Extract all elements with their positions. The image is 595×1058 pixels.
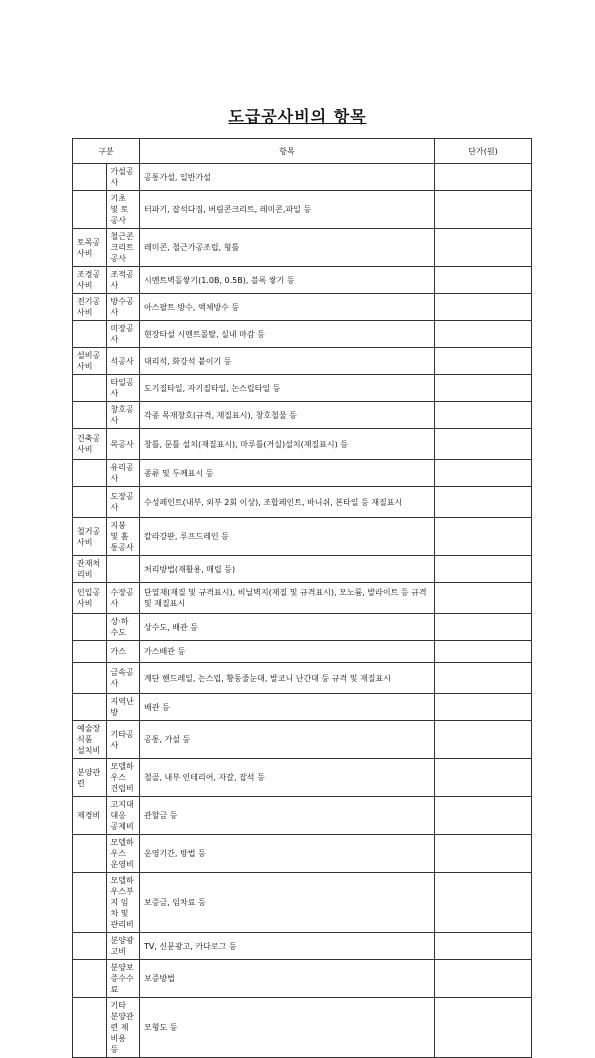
row-unit-price	[435, 375, 532, 402]
row-group: 잔재처리비	[73, 556, 107, 583]
row-item: 도기질타일, 자기질타일, 논스립타일 등	[140, 375, 435, 402]
row-subcategory: 모델하우스부지 임차 및 관리비	[106, 873, 140, 933]
row-item: TV, 신문광고, 카다로그 등	[140, 933, 435, 960]
table-row	[73, 429, 532, 460]
header-unit-price: 단가(원)	[435, 139, 532, 164]
row-subcategory: 분양보증수수료	[106, 960, 140, 998]
row-subcategory: 미장공사	[106, 321, 140, 348]
row-item: 각종 목재창호(규격, 재질표시), 창호철물 등	[140, 402, 435, 429]
row-item: 시멘트벽돌쌓기(1.0B, 0.5B), 블록 쌓기 등	[140, 267, 435, 294]
row-unit-price	[435, 402, 532, 429]
row-unit-price	[435, 294, 532, 321]
row-unit-price	[435, 835, 532, 873]
row-group	[73, 998, 107, 1058]
row-unit-price	[435, 797, 532, 835]
table-row	[73, 556, 532, 583]
row-subcategory: 도장공사	[106, 487, 140, 518]
row-group	[73, 487, 107, 518]
row-unit-price	[435, 583, 532, 614]
row-unit-price	[435, 933, 532, 960]
table-row	[73, 797, 532, 835]
cost-items-table	[72, 138, 532, 1058]
table-row	[73, 614, 532, 641]
row-item: 관할금 등	[140, 797, 435, 835]
row-group: 분양관련	[73, 759, 107, 797]
row-subcategory: 창호공사	[106, 402, 140, 429]
row-item: 터파기, 잡석다짐, 버림콘크리트, 레미콘,파일 등	[140, 191, 435, 229]
row-subcategory: 목공사	[106, 429, 140, 460]
row-group	[73, 663, 107, 694]
header-category: 구분	[73, 139, 140, 164]
row-subcategory: 기타공사	[106, 721, 140, 759]
row-group: 인입공사비	[73, 583, 107, 614]
row-group	[73, 835, 107, 873]
row-item: 모형도 등	[140, 998, 435, 1058]
row-unit-price	[435, 873, 532, 933]
row-unit-price	[435, 460, 532, 487]
row-unit-price	[435, 487, 532, 518]
table-row	[73, 229, 532, 267]
table-row	[73, 191, 532, 229]
table-row	[73, 641, 532, 663]
row-unit-price	[435, 641, 532, 663]
row-unit-price	[435, 348, 532, 375]
row-group	[73, 933, 107, 960]
row-group: 전기공사비	[73, 294, 107, 321]
row-unit-price	[435, 759, 532, 797]
row-subcategory: 석공사	[106, 348, 140, 375]
table-row	[73, 518, 532, 556]
table-row	[73, 402, 532, 429]
row-item: 칼라강판, 루프드레인 등	[140, 518, 435, 556]
row-item: 보증금, 임차료 등	[140, 873, 435, 933]
row-subcategory: 방수공사	[106, 294, 140, 321]
row-subcategory: 금속공사	[106, 663, 140, 694]
row-group	[73, 873, 107, 933]
table-row	[73, 583, 532, 614]
row-group	[73, 694, 107, 721]
row-unit-price	[435, 518, 532, 556]
row-item: 대리석, 화강석 붙이기 등	[140, 348, 435, 375]
row-group	[73, 164, 107, 191]
row-item: 상수도, 배관 등	[140, 614, 435, 641]
row-item: 처리방법(재활용, 매립 등)	[140, 556, 435, 583]
table-row	[73, 835, 532, 873]
row-item: 배관 등	[140, 694, 435, 721]
row-subcategory	[106, 556, 140, 583]
row-group	[73, 960, 107, 998]
row-unit-price	[435, 267, 532, 294]
table-row	[73, 873, 532, 933]
row-unit-price	[435, 321, 532, 348]
row-subcategory: 가설공사	[106, 164, 140, 191]
row-group: 제경비	[73, 797, 107, 835]
row-subcategory: 기초 및 토공사	[106, 191, 140, 229]
row-unit-price	[435, 960, 532, 998]
row-group	[73, 460, 107, 487]
row-item: 공통, 가설 등	[140, 721, 435, 759]
table-row	[73, 933, 532, 960]
row-unit-price	[435, 998, 532, 1058]
row-group	[73, 402, 107, 429]
row-group: 철거공사비	[73, 518, 107, 556]
row-subcategory: 유리공사	[106, 460, 140, 487]
row-item: 계단 핸드레일, 논스립, 황동줄눈대, 발코니 난간대 등 규격 및 재질표시	[140, 663, 435, 694]
row-item: 철골, 내부 인테리어, 자갈, 잡석 등	[140, 759, 435, 797]
row-group: 예술장식품 설치비	[73, 721, 107, 759]
table-row	[73, 460, 532, 487]
table-row	[73, 348, 532, 375]
row-group: 설비공사비	[73, 348, 107, 375]
row-subcategory: 타일공사	[106, 375, 140, 402]
row-subcategory: 철근콘크리트공사	[106, 229, 140, 267]
row-group	[73, 321, 107, 348]
table-row	[73, 721, 532, 759]
table-row	[73, 694, 532, 721]
table-row	[73, 375, 532, 402]
table-row	[73, 164, 532, 191]
row-subcategory: 모델하우스 건립비	[106, 759, 140, 797]
table-header-row	[73, 139, 532, 164]
table-row	[73, 998, 532, 1058]
row-unit-price	[435, 191, 532, 229]
table-row	[73, 663, 532, 694]
row-item: 운영기간, 방법 등	[140, 835, 435, 873]
row-subcategory: 분양광고비	[106, 933, 140, 960]
row-unit-price	[435, 721, 532, 759]
row-group	[73, 375, 107, 402]
row-unit-price	[435, 429, 532, 460]
row-unit-price	[435, 229, 532, 267]
row-subcategory: 수장공사	[106, 583, 140, 614]
page-title: 도급공사비의 항목	[228, 107, 367, 126]
row-subcategory: 상·하수도	[106, 614, 140, 641]
row-item: 단열재(재질 및 규격표시), 비닐벽지(재질 및 규격표시), 모노륨, 발라이트 등 규격 및 재질표시	[140, 583, 435, 614]
row-item: 공통가설, 일반가설	[140, 164, 435, 191]
table-row	[73, 321, 532, 348]
row-subcategory: 고지대 대응 공제비	[106, 797, 140, 835]
row-group	[73, 641, 107, 663]
table-row	[73, 759, 532, 797]
row-item: 수성페인트(내부, 외부 2회 이상), 조합페인트, 바니쉬, 본타일 등 재질표시	[140, 487, 435, 518]
row-subcategory: 가스	[106, 641, 140, 663]
row-group: 토목공사비	[73, 229, 107, 267]
table-row	[73, 294, 532, 321]
row-group	[73, 614, 107, 641]
table-row	[73, 960, 532, 998]
table-row	[73, 487, 532, 518]
row-item: 종류 및 두께표시 등	[140, 460, 435, 487]
row-subcategory: 기타 분양관련 제비용 등	[106, 998, 140, 1058]
table-row	[73, 267, 532, 294]
row-unit-price	[435, 614, 532, 641]
row-group	[73, 191, 107, 229]
row-unit-price	[435, 556, 532, 583]
row-subcategory: 조적공사	[106, 267, 140, 294]
row-subcategory: 모델하우스 운영비	[106, 835, 140, 873]
row-unit-price	[435, 663, 532, 694]
row-item: 아스팔트 방수, 액체방수 등	[140, 294, 435, 321]
row-item: 현장타설 시멘트몰탈, 실내 마감 등	[140, 321, 435, 348]
row-unit-price	[435, 164, 532, 191]
header-item: 항목	[140, 139, 435, 164]
row-group: 조경공사비	[73, 267, 107, 294]
row-item: 창틀, 문틀 설치(재질표시), 마루틀(거실)설치(재질표시) 등	[140, 429, 435, 460]
row-item: 보증방법	[140, 960, 435, 998]
row-group: 건축공사비	[73, 429, 107, 460]
row-subcategory: 지역난방	[106, 694, 140, 721]
row-item: 레미콘, 철근가공조립, 형틀	[140, 229, 435, 267]
row-subcategory: 지붕 및 홈통공사	[106, 518, 140, 556]
row-item: 가스배관 등	[140, 641, 435, 663]
table-body	[73, 164, 532, 1058]
row-unit-price	[435, 694, 532, 721]
